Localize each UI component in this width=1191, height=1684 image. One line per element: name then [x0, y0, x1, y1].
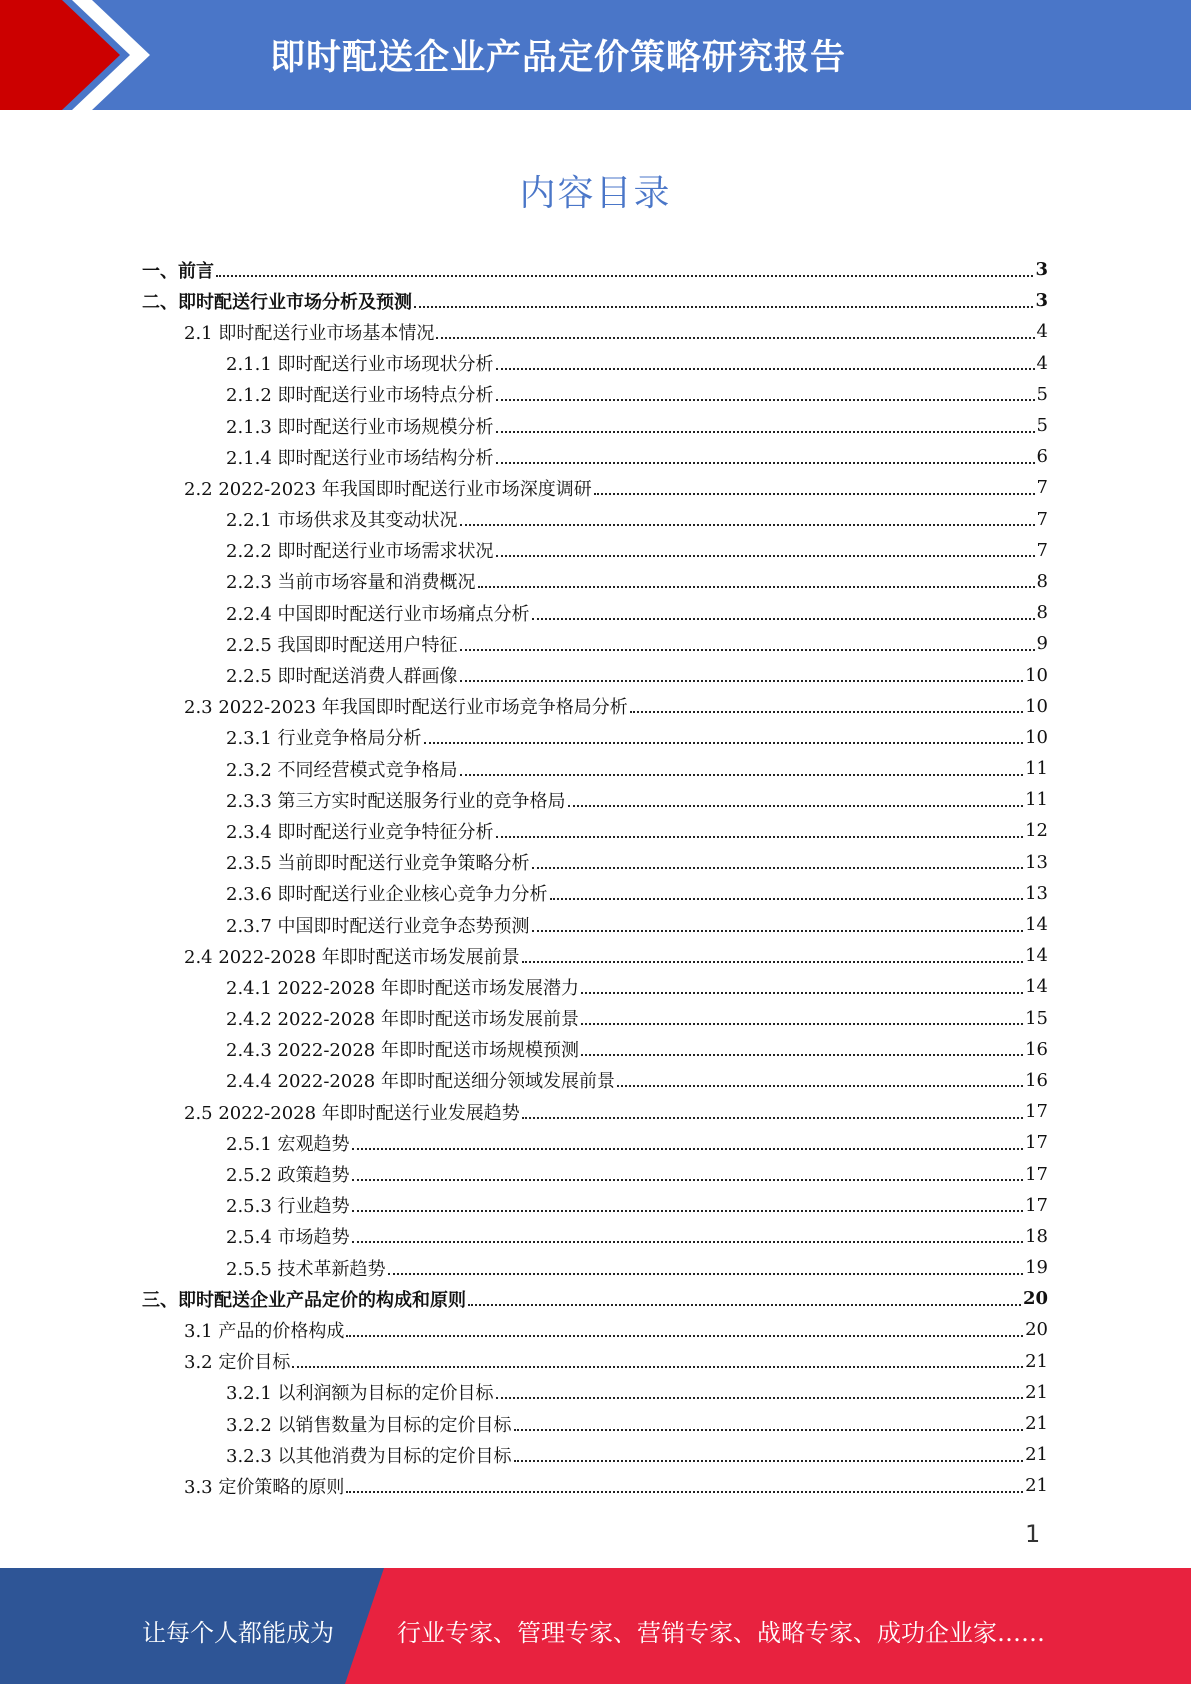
toc-entry-page: 14 [1025, 945, 1048, 967]
toc-entry[interactable] [142, 254, 1048, 285]
toc-entry-page: 3 [1035, 290, 1048, 312]
toc-entry-label: 2.2.4 中国即时配送行业市场痛点分析 [226, 603, 530, 625]
toc-entry[interactable] [142, 1096, 1048, 1127]
toc-dot-leader [414, 306, 1033, 308]
toc-entry[interactable] [142, 1190, 1048, 1221]
toc-dot-leader [581, 992, 1023, 994]
toc-entry[interactable] [142, 940, 1048, 971]
toc-entry-page: 3 [1035, 259, 1048, 281]
toc-entry[interactable] [142, 1439, 1048, 1470]
toc-entry-label: 3.2 定价目标 [184, 1352, 291, 1374]
footer-slogan-left: 让每个人都能成为 [142, 1619, 334, 1647]
page-header [0, 0, 1191, 110]
toc-dot-leader [496, 1397, 1024, 1399]
toc-dot-leader [460, 524, 1035, 526]
toc-entry-label: 2.4 2022-2028 年即时配送市场发展前景 [184, 946, 520, 968]
toc-entry-label: 3.2.2 以销售数量为目标的定价目标 [226, 1414, 512, 1436]
toc-entry[interactable] [142, 1283, 1048, 1314]
toc-dot-leader [532, 867, 1024, 869]
toc-entry-label: 2.2.1 市场供求及其变动状况 [226, 510, 458, 532]
toc-entry-page: 6 [1036, 446, 1048, 468]
toc-entry-page: 17 [1025, 1163, 1048, 1185]
toc-dot-leader [424, 742, 1024, 744]
toc-entry[interactable] [142, 1003, 1048, 1034]
toc-entry[interactable] [142, 659, 1048, 690]
toc-entry-page: 11 [1025, 758, 1048, 780]
toc-entry-page: 18 [1025, 1225, 1048, 1247]
toc-dot-leader [460, 774, 1024, 776]
toc-entry-label: 2.2.5 我国即时配送用户特征 [226, 634, 458, 656]
toc-entry-page: 21 [1025, 1444, 1048, 1466]
toc-dot-leader [496, 399, 1035, 401]
toc-dot-leader [532, 618, 1035, 620]
toc-entry[interactable] [142, 1408, 1048, 1439]
toc-entry-page: 21 [1025, 1413, 1048, 1435]
toc-dot-leader [436, 337, 1034, 339]
toc-entry[interactable] [142, 1346, 1048, 1377]
toc-dot-leader [550, 898, 1024, 900]
toc-dot-leader [352, 1241, 1024, 1243]
toc-entry-page: 7 [1036, 539, 1048, 561]
toc-dot-leader [514, 1429, 1024, 1431]
toc-entry[interactable] [142, 472, 1048, 503]
toc-entry-page: 7 [1036, 508, 1048, 530]
toc-entry-label: 2.3 2022-2023 年我国即时配送行业市场竞争格局分析 [184, 697, 628, 719]
toc-entry-page: 14 [1025, 976, 1048, 998]
toc-dot-leader [292, 1366, 1023, 1368]
toc-dot-leader [496, 836, 1024, 838]
toc-dot-leader [460, 649, 1035, 651]
toc-entry-page: 20 [1022, 1288, 1048, 1310]
toc-dot-leader [496, 431, 1035, 433]
toc-entry[interactable] [142, 1377, 1048, 1408]
toc-dot-leader [514, 1460, 1024, 1462]
toc-entry-label: 2.1.1 即时配送行业市场现状分析 [226, 354, 494, 376]
toc-entry[interactable] [142, 847, 1048, 878]
toc-entry[interactable] [142, 441, 1048, 472]
toc-entry[interactable] [142, 316, 1048, 347]
toc-dot-leader [568, 805, 1024, 807]
toc-entry-label: 2.4.4 2022-2028 年即时配送细分领域发展前景 [226, 1071, 615, 1093]
toc-entry-label: 2.4.1 2022-2028 年即时配送市场发展潜力 [226, 977, 579, 999]
toc-entry[interactable] [142, 628, 1048, 659]
toc-dot-leader [522, 1117, 1023, 1119]
toc-entry-label: 2.5.5 技术革新趋势 [226, 1258, 386, 1280]
toc-entry-page: 12 [1025, 820, 1048, 842]
toc-entry-page: 7 [1036, 477, 1048, 499]
toc-entry-label: 3.2.3 以其他消费为目标的定价目标 [226, 1445, 512, 1467]
toc-entry-page: 16 [1025, 1069, 1048, 1091]
toc-entry-page: 13 [1025, 851, 1048, 873]
toc-entry-page: 15 [1025, 1007, 1048, 1029]
toc-entry-page: 5 [1036, 383, 1048, 405]
toc-entry-page: 21 [1025, 1475, 1048, 1497]
toc-entry[interactable] [142, 815, 1048, 846]
toc-entry-label: 2.3.4 即时配送行业竞争特征分析 [226, 821, 494, 843]
table-of-contents [142, 254, 1048, 1502]
toc-entry-label: 2.3.6 即时配送行业企业核心竞争力分析 [226, 884, 548, 906]
toc-entry[interactable] [142, 504, 1048, 535]
toc-entry[interactable] [142, 1158, 1048, 1189]
toc-entry[interactable] [142, 1314, 1048, 1345]
toc-dot-leader [346, 1335, 1023, 1337]
toc-dot-leader [460, 680, 1024, 682]
toc-dot-leader [581, 1023, 1023, 1025]
toc-entry-page: 21 [1025, 1381, 1048, 1403]
toc-entry-page: 17 [1025, 1132, 1048, 1154]
toc-entry-page: 10 [1025, 726, 1048, 748]
toc-entry-page: 19 [1025, 1257, 1048, 1279]
toc-entry[interactable] [142, 784, 1048, 815]
toc-entry-label: 3.2.1 以利润额为目标的定价目标 [226, 1383, 494, 1405]
toc-dot-leader [478, 586, 1035, 588]
toc-entry-page: 20 [1025, 1319, 1048, 1341]
toc-dot-leader [581, 1054, 1023, 1056]
toc-entry-page: 21 [1025, 1350, 1048, 1372]
toc-entry-page: 16 [1025, 1038, 1048, 1060]
toc-entry-label: 2.1.3 即时配送行业市场规模分析 [226, 416, 494, 438]
toc-entry-page: 14 [1025, 914, 1048, 936]
toc-dot-leader [352, 1148, 1024, 1150]
toc-dot-leader [496, 368, 1035, 370]
toc-entry[interactable] [142, 722, 1048, 753]
toc-entry[interactable] [142, 285, 1048, 316]
toc-entry-page: 4 [1036, 352, 1048, 374]
toc-entry-label: 2.5 2022-2028 年即时配送行业发展趋势 [184, 1102, 520, 1124]
toc-entry-label: 2.3.5 当前即时配送行业竞争策略分析 [226, 853, 530, 875]
toc-dot-leader [352, 1210, 1024, 1212]
toc-entry-label: 2.2.2 即时配送行业市场需求状况 [226, 541, 494, 563]
toc-entry-page: 8 [1036, 570, 1048, 592]
toc-entry-label: 2.3.2 不同经营模式竞争格局 [226, 759, 458, 781]
footer-slogan-right: 行业专家、管理专家、营销专家、战略专家、成功企业家…… [397, 1619, 1045, 1647]
toc-entry[interactable] [142, 566, 1048, 597]
toc-entry-label: 3.3 定价策略的原则 [184, 1476, 345, 1498]
toc-dot-leader [216, 275, 1033, 277]
toc-entry-label: 2.5.2 政策趋势 [226, 1165, 350, 1187]
toc-entry-page: 17 [1025, 1101, 1048, 1123]
toc-entry-label: 2.2.5 即时配送消费人群画像 [226, 666, 458, 688]
toc-entry-page: 10 [1025, 664, 1048, 686]
toc-entry[interactable] [142, 878, 1048, 909]
report-title: 即时配送企业产品定价策略研究报告 [270, 38, 847, 78]
toc-dot-leader [594, 493, 1035, 495]
toc-dot-leader [346, 1491, 1023, 1493]
toc-entry[interactable] [142, 1127, 1048, 1158]
toc-dot-leader [522, 961, 1023, 963]
toc-entry-label: 2.4.3 2022-2028 年即时配送市场规模预测 [226, 1040, 579, 1062]
toc-entry-label: 2.3.3 第三方实时配送服务行业的竞争格局 [226, 790, 566, 812]
toc-entry[interactable] [142, 1034, 1048, 1065]
toc-entry-label: 3.1 产品的价格构成 [184, 1320, 345, 1342]
toc-heading: 内容目录 [519, 173, 672, 214]
toc-dot-leader [532, 930, 1024, 932]
toc-entry-label: 2.5.3 行业趋势 [226, 1196, 350, 1218]
toc-entry[interactable] [142, 348, 1048, 379]
toc-dot-leader [352, 1179, 1024, 1181]
toc-entry-label: 2.1 即时配送行业市场基本情况 [184, 322, 435, 344]
toc-entry-label: 2.1.4 即时配送行业市场结构分析 [226, 447, 494, 469]
toc-entry[interactable] [142, 597, 1048, 628]
toc-dot-leader [496, 555, 1035, 557]
toc-entry-label: 三、即时配送企业产品定价的构成和原则 [142, 1289, 466, 1311]
page-number: 1 [1025, 1520, 1041, 1548]
toc-entry-label: 2.3.1 行业竞争格局分析 [226, 728, 422, 750]
toc-entry-label: 2.5.1 宏观趋势 [226, 1133, 350, 1155]
toc-entry[interactable] [142, 1065, 1048, 1096]
toc-entry-label: 一、前言 [142, 260, 214, 282]
toc-entry[interactable] [142, 1252, 1048, 1283]
toc-dot-leader [388, 1273, 1024, 1275]
toc-entry[interactable] [142, 1221, 1048, 1252]
toc-entry-page: 13 [1025, 882, 1048, 904]
toc-dot-leader [630, 711, 1023, 713]
toc-entry[interactable] [142, 410, 1048, 441]
toc-dot-leader [496, 462, 1035, 464]
toc-entry-label: 2.1.2 即时配送行业市场特点分析 [226, 385, 494, 407]
toc-entry[interactable] [142, 1470, 1048, 1501]
toc-entry-page: 9 [1036, 633, 1048, 655]
toc-entry[interactable] [142, 909, 1048, 940]
toc-entry-label: 2.2.3 当前市场容量和消费概况 [226, 572, 476, 594]
toc-entry-label: 2.5.4 市场趋势 [226, 1227, 350, 1249]
toc-dot-leader [617, 1085, 1023, 1087]
toc-entry-page: 10 [1025, 695, 1048, 717]
toc-entry[interactable] [142, 753, 1048, 784]
toc-entry[interactable] [142, 691, 1048, 722]
toc-entry-label: 2.4.2 2022-2028 年即时配送市场发展前景 [226, 1009, 579, 1031]
toc-entry-page: 11 [1025, 789, 1048, 811]
toc-entry[interactable] [142, 971, 1048, 1002]
toc-entry-label: 二、即时配送行业市场分析及预测 [142, 291, 412, 313]
toc-entry-page: 17 [1025, 1194, 1048, 1216]
toc-dot-leader [468, 1304, 1021, 1306]
toc-entry-page: 8 [1036, 602, 1048, 624]
toc-entry[interactable] [142, 535, 1048, 566]
toc-entry-page: 4 [1036, 321, 1048, 343]
toc-entry-label: 2.3.7 中国即时配送行业竞争态势预测 [226, 915, 530, 937]
toc-entry-page: 5 [1036, 415, 1048, 437]
toc-entry[interactable] [142, 379, 1048, 410]
toc-entry-label: 2.2 2022-2023 年我国即时配送行业市场深度调研 [184, 478, 592, 500]
